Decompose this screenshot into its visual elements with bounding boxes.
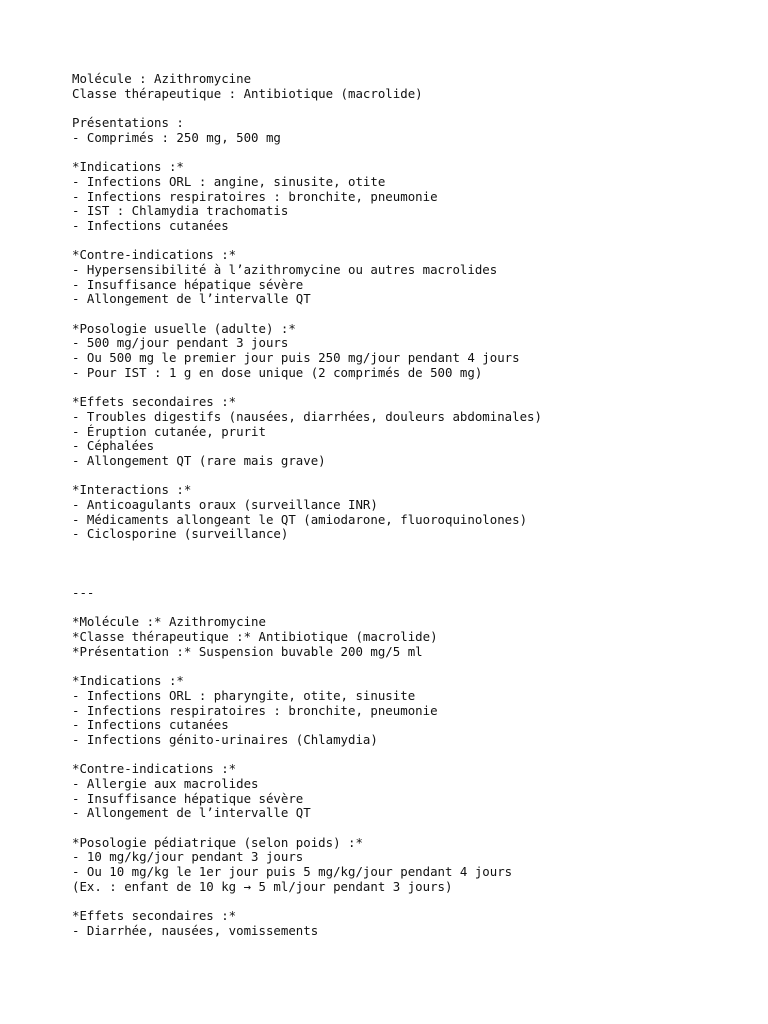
- indication-item: - Infections ORL : pharyngite, otite, sinusite: [72, 687, 416, 703]
- effet-item: - Diarrhée, nausées, vomissements: [72, 922, 319, 938]
- section-separator: ---: [72, 585, 95, 600]
- effet-item: - Allongement QT (rare mais grave): [72, 452, 326, 468]
- indication-item: - IST : Chlamydia trachomatis: [72, 203, 289, 219]
- indication-item: - Infections génito-urinaires (Chlamydia): [72, 731, 378, 747]
- indication-item: - Infections cutanées: [72, 717, 229, 733]
- indications-title: *Indications :*: [72, 673, 184, 689]
- fiche-comprimes: [72, 72, 732, 542]
- indication-item: - Infections respiratoires : bronchite, pneumonie: [72, 702, 438, 718]
- effets-title: *Effets secondaires :*: [72, 394, 237, 410]
- molecule-line: *Molécule :* Azithromycine: [72, 614, 266, 630]
- effet-item: - Céphalées: [72, 438, 155, 454]
- posologie-item: - Ou 500 mg le premier jour puis 250 mg/jour pendant 4 jours: [72, 350, 520, 366]
- posologie-title: *Posologie usuelle (adulte) :*: [72, 320, 296, 336]
- contre-indication-item: - Allongement de l’intervalle QT: [72, 291, 311, 307]
- document-page: [72, 72, 732, 939]
- interaction-item: - Anticoagulants oraux (surveillance INR): [72, 496, 378, 512]
- effet-item: - Troubles digestifs (nausées, diarrhées, douleurs abdominales): [72, 408, 542, 424]
- contre-indication-item: - Allongement de l’intervalle QT: [72, 805, 311, 821]
- posologie-item: - Ou 10 mg/kg le 1er jour puis 5 mg/kg/jour pendant 4 jours: [72, 864, 513, 880]
- indication-item: - Infections ORL : angine, sinusite, otite: [72, 173, 386, 189]
- indications-title: *Indications :*: [72, 159, 184, 175]
- interaction-item: - Ciclosporine (surveillance): [72, 526, 289, 542]
- contre-indication-item: - Hypersensibilité à l’azithromycine ou autres macrolides: [72, 261, 498, 277]
- effets-title: *Effets secondaires :*: [72, 908, 237, 924]
- posologie-title: *Posologie pédiatrique (selon poids) :*: [72, 834, 363, 850]
- contre-indication-item: - Allergie aux macrolides: [72, 775, 259, 791]
- contre-indication-item: - Insuffisance hépatique sévère: [72, 790, 304, 806]
- indication-item: - Infections respiratoires : bronchite, pneumonie: [72, 188, 438, 204]
- presentations-title: Présentations :: [72, 115, 184, 131]
- posologie-item: - 10 mg/kg/jour pendant 3 jours: [72, 849, 304, 865]
- classe-line: Classe thérapeutique : Antibiotique (macrolide): [72, 85, 423, 101]
- contre-indication-item: - Insuffisance hépatique sévère: [72, 276, 304, 292]
- interactions-title: *Interactions :*: [72, 482, 192, 498]
- contre-indications-title: *Contre-indications :*: [72, 247, 237, 263]
- classe-line: *Classe thérapeutique :* Antibiotique (macrolide): [72, 629, 438, 645]
- presentation-line: *Présentation :* Suspension buvable 200 mg/5 ml: [72, 643, 423, 659]
- presentation-item: - Comprimés : 250 mg, 500 mg: [72, 129, 281, 145]
- contre-indications-title: *Contre-indications :*: [72, 761, 237, 777]
- indication-item: - Infections cutanées: [72, 217, 229, 233]
- interaction-item: - Médicaments allongeant le QT (amiodarone, fluoroquinolones): [72, 511, 528, 527]
- molecule-line: Molécule : Azithromycine: [72, 71, 252, 86]
- posologie-example: (Ex. : enfant de 10 kg → 5 ml/jour pendant 3 jours): [72, 878, 453, 894]
- fiche-suspension: [72, 615, 732, 938]
- posologie-item: - 500 mg/jour pendant 3 jours: [72, 335, 289, 351]
- effet-item: - Éruption cutanée, prurit: [72, 423, 266, 439]
- posologie-item: - Pour IST : 1 g en dose unique (2 comprimés de 500 mg): [72, 364, 483, 380]
